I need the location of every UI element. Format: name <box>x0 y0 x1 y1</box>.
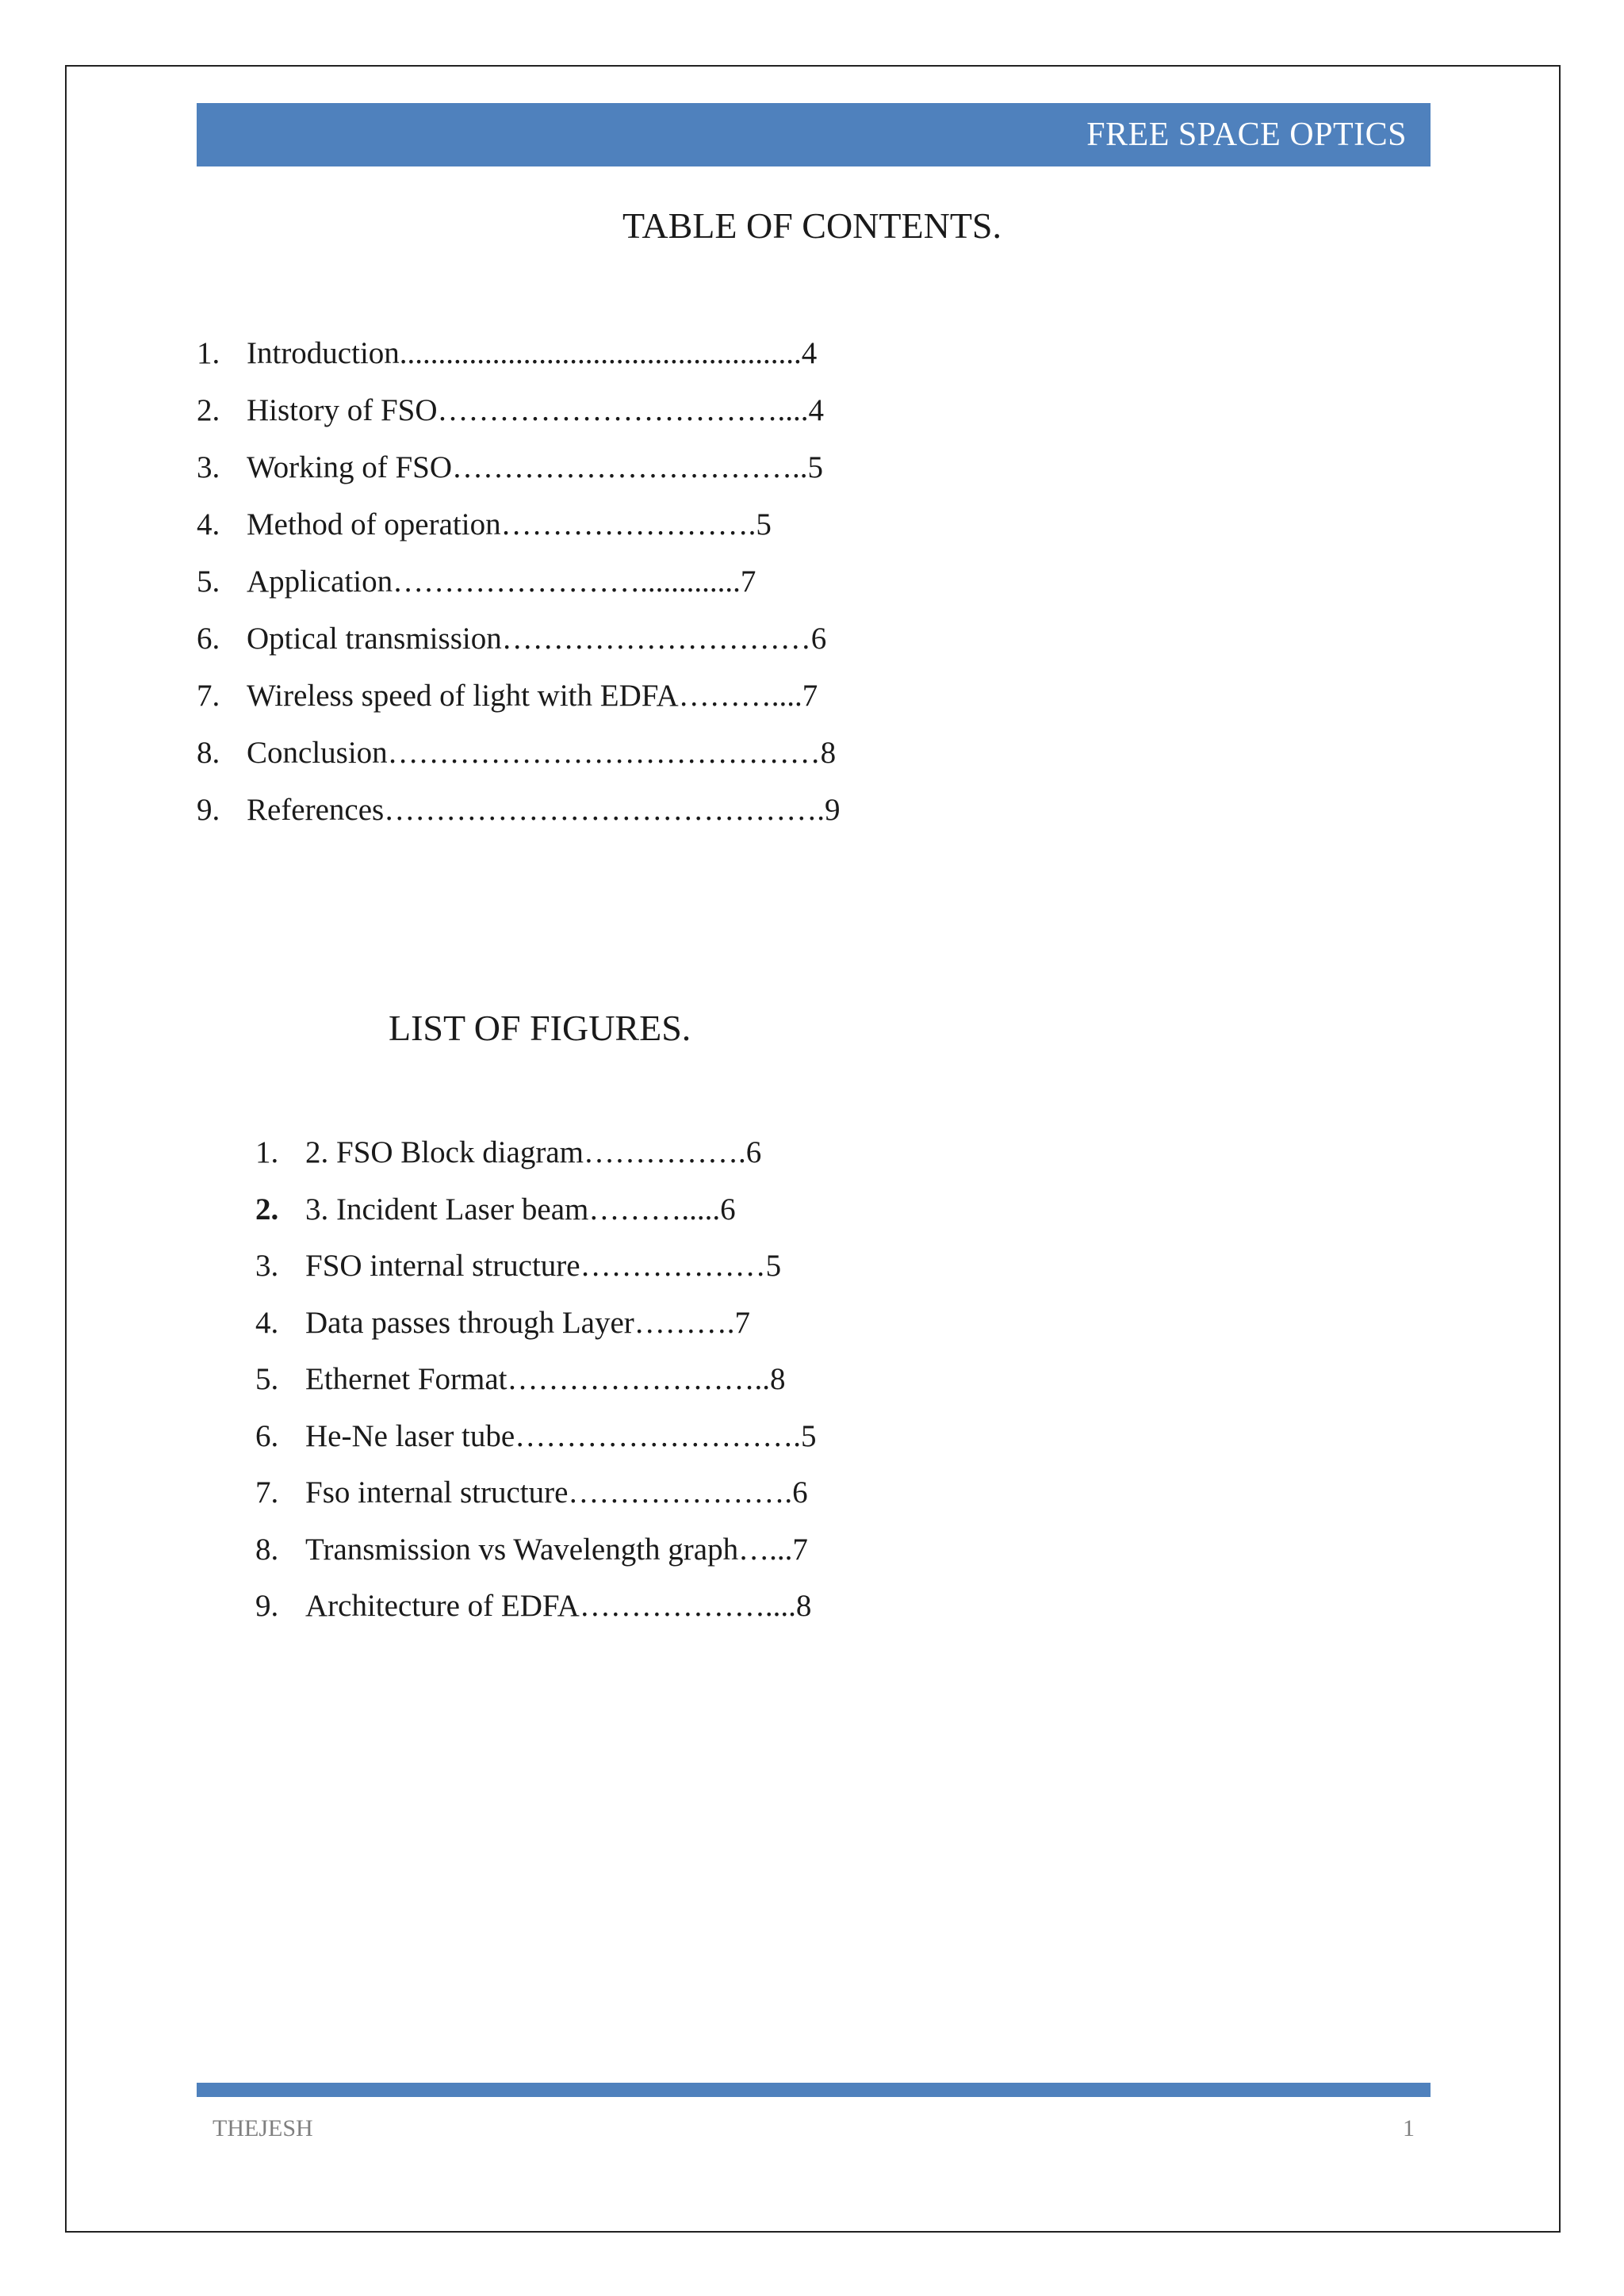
toc-item-number: 4. <box>197 507 220 541</box>
lof-item <box>255 1464 816 1521</box>
lof-item-number: 6. <box>255 1418 279 1453</box>
footer-author: THEJESH <box>213 2115 313 2141</box>
lof-item <box>255 1408 816 1465</box>
toc-item <box>197 725 840 782</box>
toc-list <box>197 325 840 839</box>
lof-item-number: 2. <box>255 1192 279 1226</box>
toc-item-number: 3. <box>197 450 220 484</box>
lof-item-number: 1. <box>255 1135 279 1169</box>
toc-item-number: 8. <box>197 736 220 770</box>
toc-item <box>197 496 840 553</box>
lof-item <box>255 1578 816 1635</box>
page-number: 1 <box>1403 2115 1415 2141</box>
lof-item <box>255 1295 816 1352</box>
lof-item-text: 2. FSO Block diagram…………….6 <box>305 1135 762 1169</box>
toc-item-text: History of FSO……………………………....4 <box>247 393 825 427</box>
lof-item-text: Data passes through Layer……….7 <box>305 1305 751 1340</box>
lof-item-number: 5. <box>255 1362 279 1396</box>
toc-item-text: Method of operation…………………….5 <box>247 507 772 541</box>
lof-item-text: He-Ne laser tube……………………….5 <box>305 1418 817 1453</box>
lof-item <box>255 1351 816 1408</box>
toc-item-text: Wireless speed of light with EDFA………....7 <box>247 679 818 713</box>
lof-item <box>255 1238 816 1295</box>
toc-item <box>197 610 840 668</box>
lof-item <box>255 1181 816 1238</box>
toc-item-number: 6. <box>197 622 220 656</box>
toc-item-number: 7. <box>197 679 220 713</box>
toc-heading: TABLE OF CONTENTS. <box>622 205 1002 246</box>
lof-heading: LIST OF FIGURES. <box>389 1008 691 1048</box>
lof-item-number: 4. <box>255 1305 279 1340</box>
lof-item-text: 3. Incident Laser beam……….....6 <box>305 1192 736 1226</box>
header-band <box>197 103 1431 166</box>
lof-item <box>255 1124 816 1181</box>
lof-item-text: Ethernet Format……………………..8 <box>305 1362 786 1396</box>
footer-band <box>197 2083 1431 2097</box>
header-title: FREE SPACE OPTICS <box>1086 117 1407 153</box>
lof-item-number: 3. <box>255 1249 279 1283</box>
toc-item-number: 2. <box>197 393 220 427</box>
lof-item-text: Architecture of EDFA………………....8 <box>305 1589 812 1623</box>
lof-item-number: 7. <box>255 1475 279 1510</box>
lof-item-number: 9. <box>255 1589 279 1623</box>
toc-item <box>197 325 840 382</box>
toc-item-text: Optical transmission…………………………6 <box>247 622 827 656</box>
lof-item-number: 8. <box>255 1532 279 1567</box>
lof-list <box>255 1124 816 1635</box>
lof-item-text: Fso internal structure………………….6 <box>305 1475 808 1510</box>
toc-item-text: Conclusion……………………………………8 <box>247 736 837 770</box>
toc-item-text: Application…………………….............7 <box>247 564 756 599</box>
toc-item <box>197 382 840 439</box>
toc-item-number: 5. <box>197 564 220 599</box>
toc-item <box>197 782 840 839</box>
toc-item <box>197 553 840 610</box>
lof-item-text: Transmission vs Wavelength graph…...7 <box>305 1532 808 1567</box>
toc-item-text: Introduction....................................................4 <box>247 336 818 370</box>
toc-item <box>197 668 840 725</box>
toc-item-text: References…………………………………….9 <box>247 793 841 827</box>
toc-item-number: 1. <box>197 336 220 370</box>
lof-item-text: FSO internal structure………………5 <box>305 1249 782 1283</box>
toc-item-text: Working of FSO……………………………..5 <box>247 450 824 484</box>
lof-item <box>255 1521 816 1578</box>
toc-item-number: 9. <box>197 793 220 827</box>
toc-item <box>197 439 840 496</box>
